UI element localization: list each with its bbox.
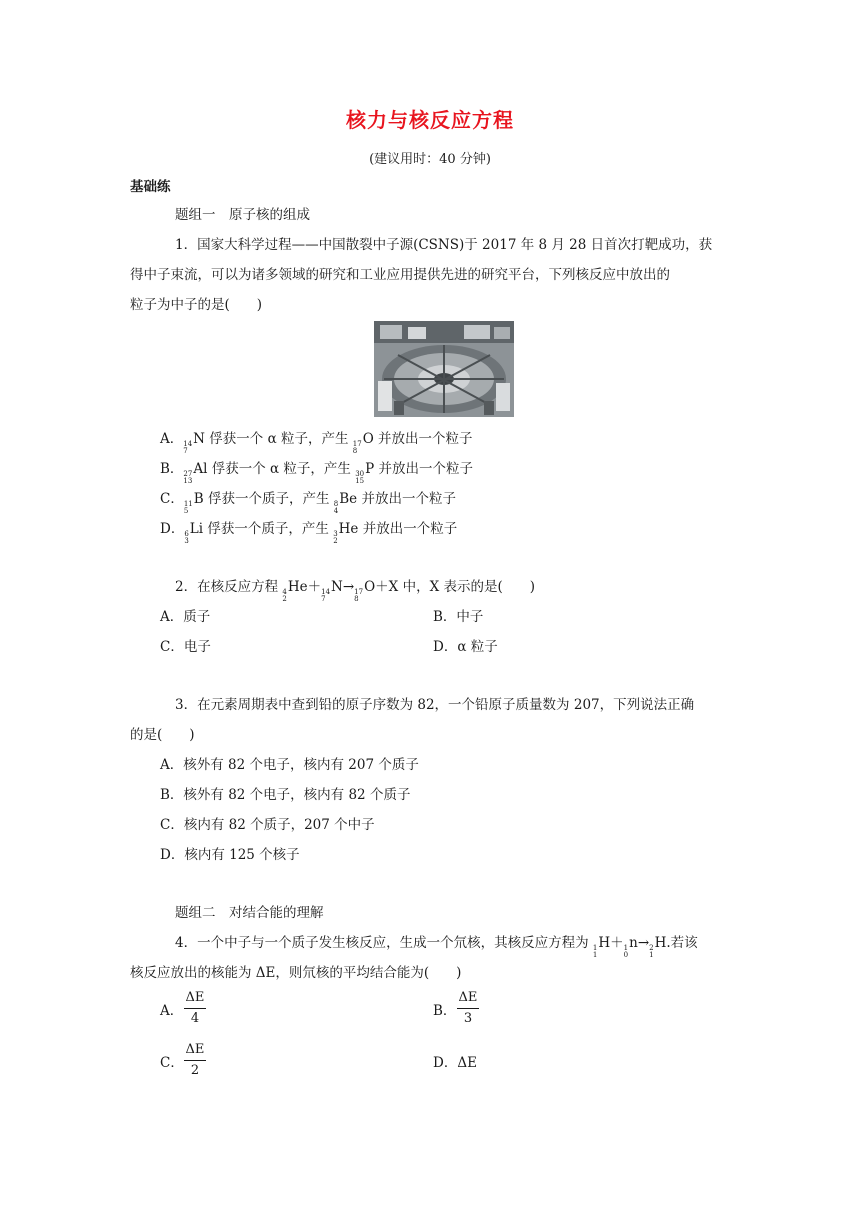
q2-stem: 2．在核反应方程 4 2 He＋ 14 7 N→ 17 8 O＋X 中，X 表示的是( ) — [175, 579, 536, 603]
group-heading-2: 题组二 对结合能的理解 — [175, 905, 324, 921]
page-title: 核力与核反应方程 — [346, 108, 514, 132]
q3-line-2: 的是( ) — [130, 727, 195, 743]
q2-option-b: B．中子 — [433, 609, 484, 625]
option-label: B． — [160, 461, 184, 477]
q4-option-a-label: A． — [160, 1003, 184, 1019]
q4-line-1: 4．一个中子与一个质子发生核反应，生成一个氘核，其核反应方程为 1 1 H＋ 1 0 n→ 2 1 H.若该 — [175, 935, 698, 959]
spallation-neutron-source-photo — [374, 321, 514, 417]
q4-option-a-fraction: ΔE 4 — [185, 990, 205, 1026]
q4-option-c-label: C． — [160, 1055, 184, 1071]
page-subtitle: (建议用时：40 分钟) — [369, 152, 491, 167]
q1-line-2: 得中子束流，可以为诸多领域的研究和工业应用提供先进的研究平台，下列核反应中放出的 — [130, 267, 670, 283]
q4-option-c-fraction: ΔE 2 — [185, 1042, 205, 1078]
option-label: C． — [160, 491, 184, 507]
q4-option-b-fraction: ΔE 3 — [458, 990, 478, 1026]
q1-option-a: A． 14 7 N 俘获一个 α 粒子，产生 17 8 O 并放出一个粒子 — [160, 431, 473, 455]
option-label: A． — [160, 431, 184, 447]
q2-option-c: C．电子 — [160, 639, 211, 655]
option-label: D． — [160, 521, 185, 537]
group-heading-1: 题组一 原子核的组成 — [175, 207, 310, 223]
q1-option-b: B． 27 13 Al 俘获一个 α 粒子，产生 30 15 P 并放出一个粒子 — [160, 461, 474, 485]
q1-option-d: D． 6 3 Li 俘获一个质子，产生 3 2 He 并放出一个粒子 — [160, 521, 458, 545]
section-heading: 基础练 — [130, 179, 171, 195]
q3-line-1: 3．在元素周期表中查到铅的原子序数为 82，一个铅原子质量数为 207，下列说法正确 — [175, 697, 695, 713]
q4-line-2: 核反应放出的核能为 ΔE，则氘核的平均结合能为( ) — [130, 965, 462, 981]
q3-option-b: B．核外有 82 个电子，核内有 82 个质子 — [160, 787, 411, 803]
q1-option-c: C． 11 5 B 俘获一个质子，产生 8 4 Be 并放出一个粒子 — [160, 491, 456, 515]
nuclide-numbers: 14 7 — [183, 440, 193, 455]
q2-option-a: A．质子 — [160, 609, 211, 625]
q4-option-b-label: B． — [433, 1003, 457, 1019]
q2-option-d: D．α 粒子 — [433, 639, 498, 655]
q4-option-d: D．ΔE — [433, 1055, 477, 1071]
q1-line-3: 粒子为中子的是( ) — [130, 297, 263, 313]
q3-option-c: C．核内有 82 个质子，207 个中子 — [160, 817, 375, 833]
q3-option-d: D．核内有 125 个核子 — [160, 847, 300, 863]
q3-option-a: A．核外有 82 个电子，核内有 207 个质子 — [160, 757, 419, 773]
q1-line-1: 1．国家大科学过程——中国散裂中子源(CSNS)于 2017 年 8 月 28 日首次打靶成功，获 — [175, 237, 713, 253]
